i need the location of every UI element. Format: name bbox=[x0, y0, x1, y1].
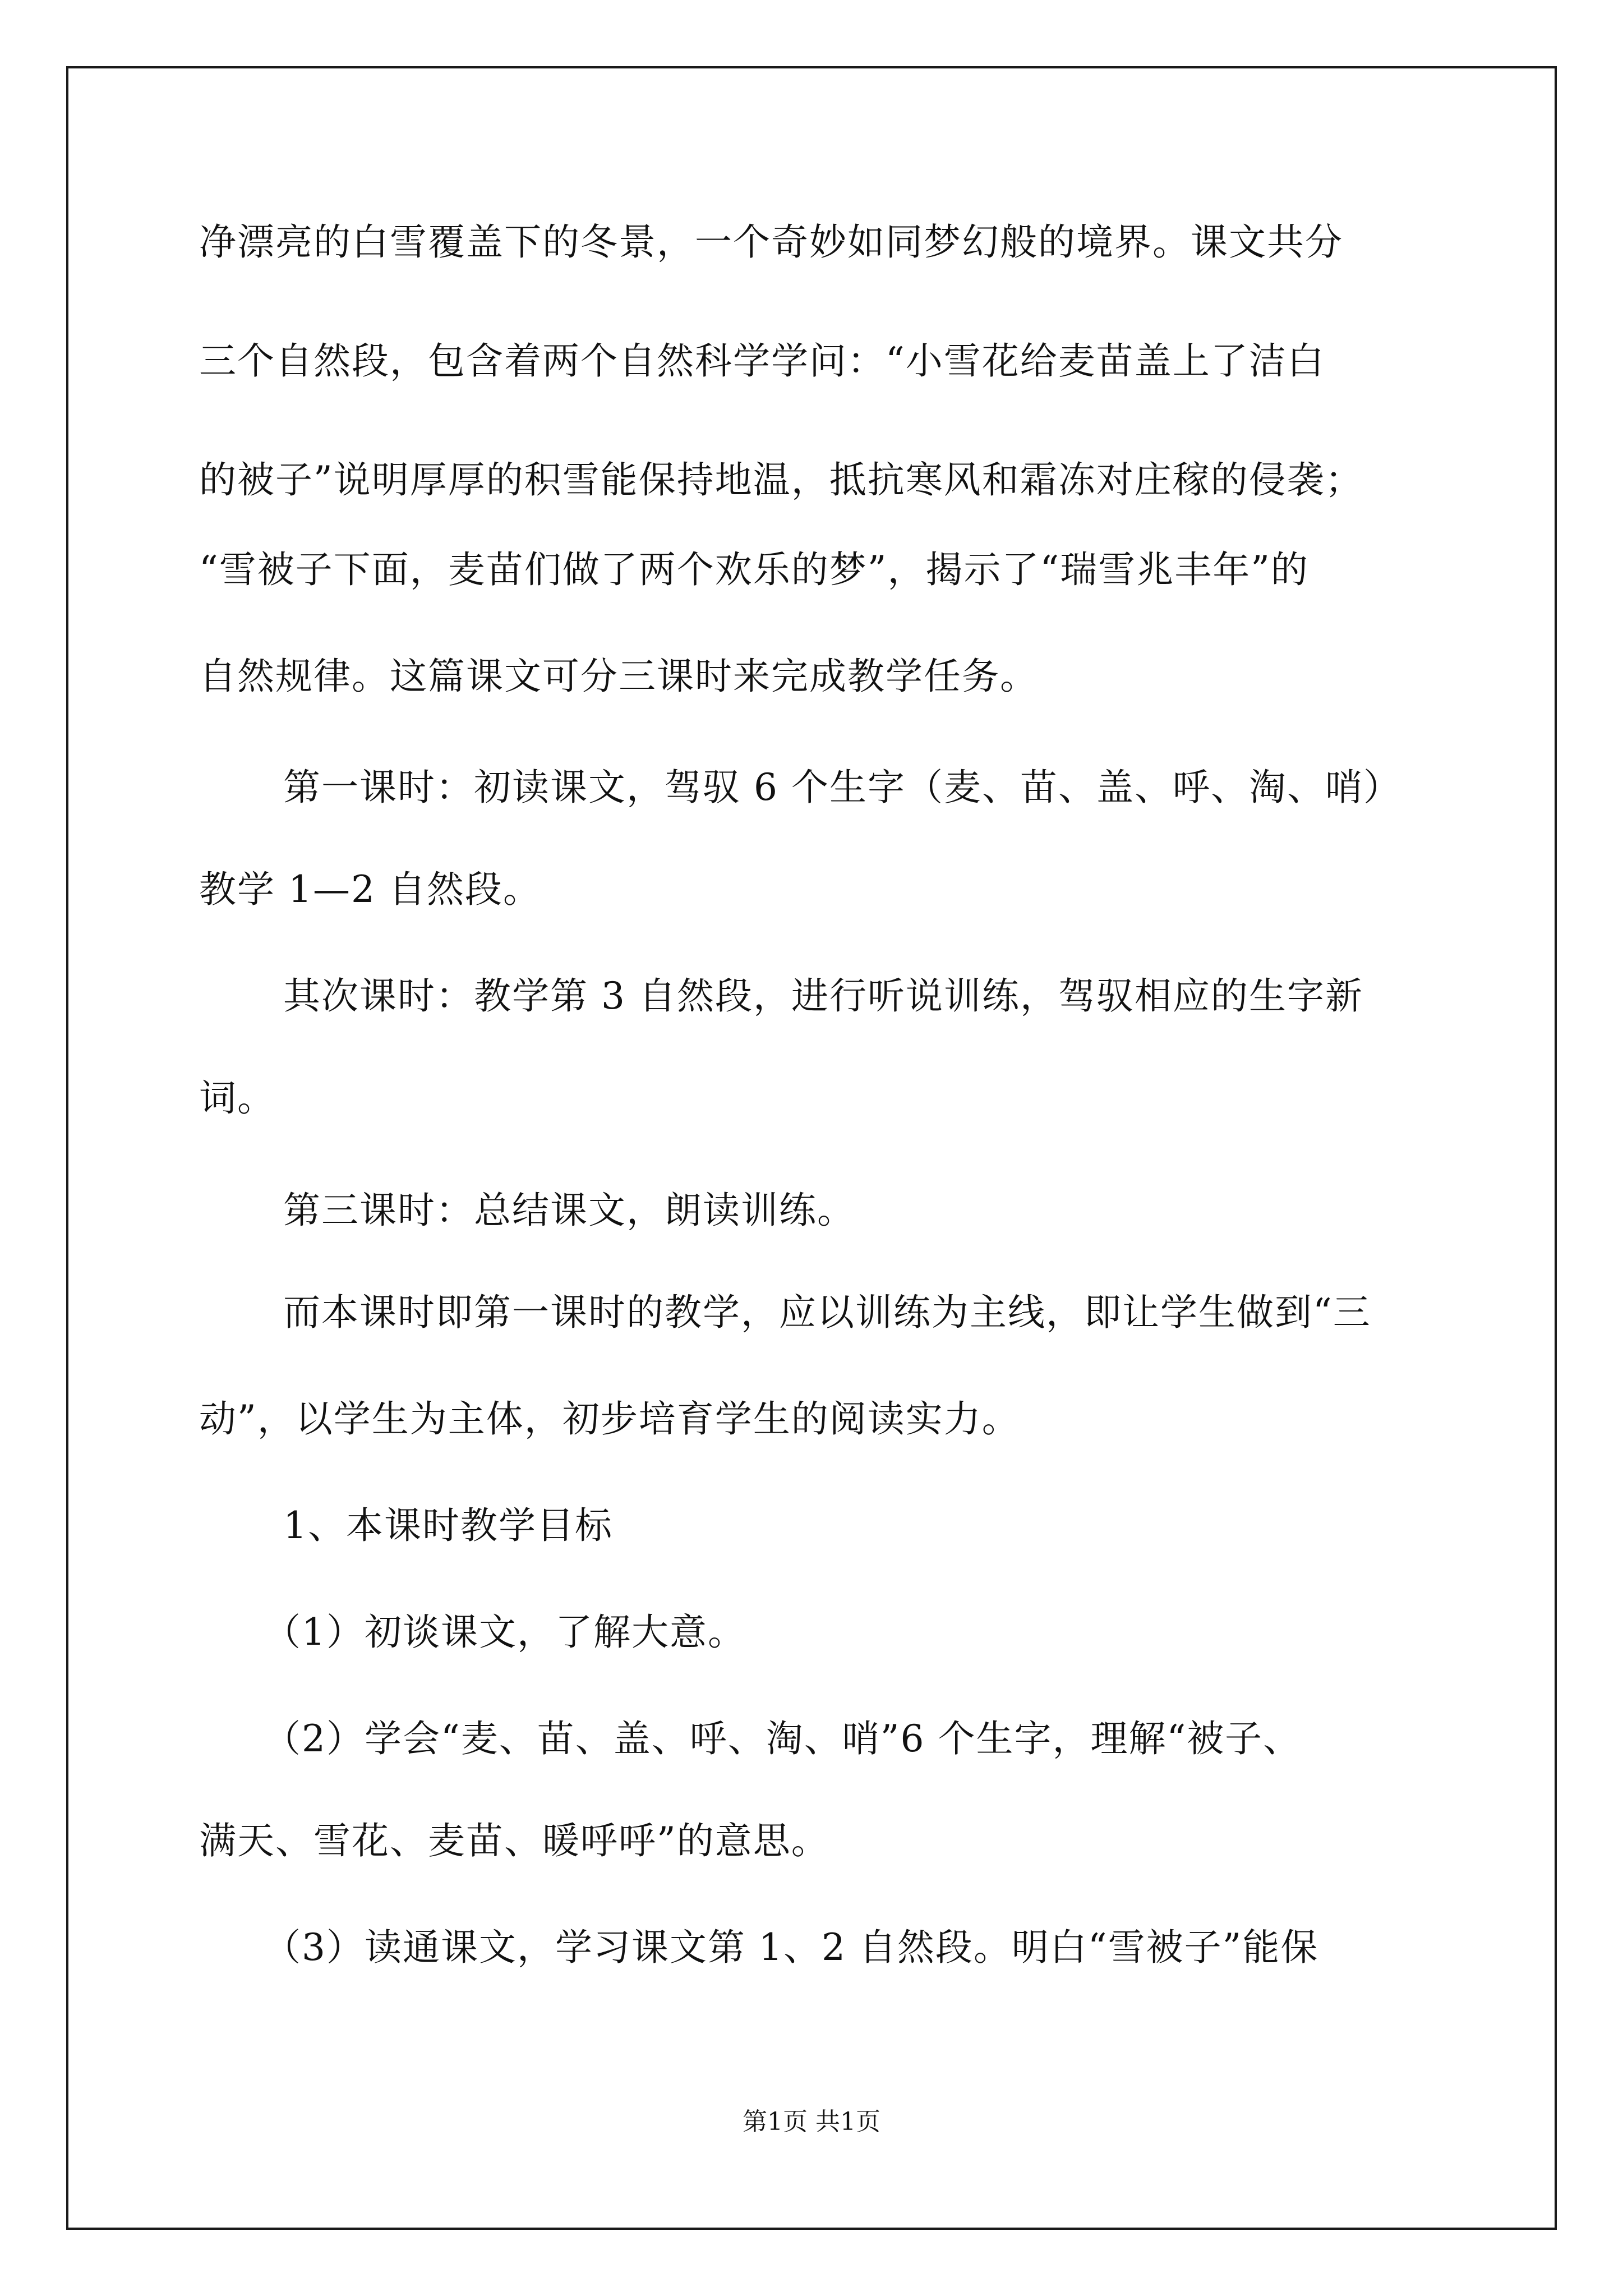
text-line: 三个自然段，包含着两个自然科学学问：“小雪花给麦苗盖上了洁白 bbox=[199, 339, 1325, 383]
text-line: 第三课时：总结课文，朗读训练。 bbox=[283, 1189, 855, 1232]
text-line: 教学 1—2 自然段。 bbox=[199, 868, 541, 911]
page-border bbox=[66, 66, 1557, 2230]
page-footer: 第1页 共1页 bbox=[743, 2108, 880, 2136]
text-line: （1）初谈课文，了解大意。 bbox=[264, 1611, 746, 1654]
text-line: 净漂亮的白雪覆盖下的冬景，一个奇妙如同梦幻般的境界。课文共分 bbox=[199, 220, 1343, 264]
text-line: （2）学会“麦、苗、盖、呼、淘、哨”6 个生字，理解“被子、 bbox=[264, 1717, 1302, 1760]
section-heading: 1、本课时教学目标 bbox=[283, 1504, 613, 1547]
text-line: 自然规律。这篇课文可分三课时来完成教学任务。 bbox=[199, 655, 1038, 698]
text-line: 的被子”说明厚厚的积雪能保持地温，抵抗寒风和霜冻对庄稼的侵袭； bbox=[199, 458, 1363, 501]
text-line: （3）读通课文，学习课文第 1、2 自然段。明白“雪被子”能保 bbox=[264, 1926, 1319, 1969]
text-line: 其次课时：教学第 3 自然段，进行听说训练，驾驭相应的生字新 bbox=[283, 974, 1363, 1018]
text-line: 满天、雪花、麦苗、暖呼呼”的意思。 bbox=[199, 1819, 829, 1862]
text-line: 词。 bbox=[199, 1076, 275, 1120]
text-line: “雪被子下面，麦苗们做了两个欢乐的梦”，揭示了“瑞雪兆丰年”的 bbox=[199, 548, 1309, 591]
text-line: 第一课时：初读课文，驾驭 6 个生字（麦、苗、盖、呼、淘、哨） bbox=[283, 766, 1401, 809]
text-line: 而本课时即第一课时的教学，应以训练为主线，即让学生做到“三 bbox=[283, 1291, 1371, 1334]
text-line: 动”，以学生为主体，初步培育学生的阅读实力。 bbox=[199, 1397, 1020, 1441]
